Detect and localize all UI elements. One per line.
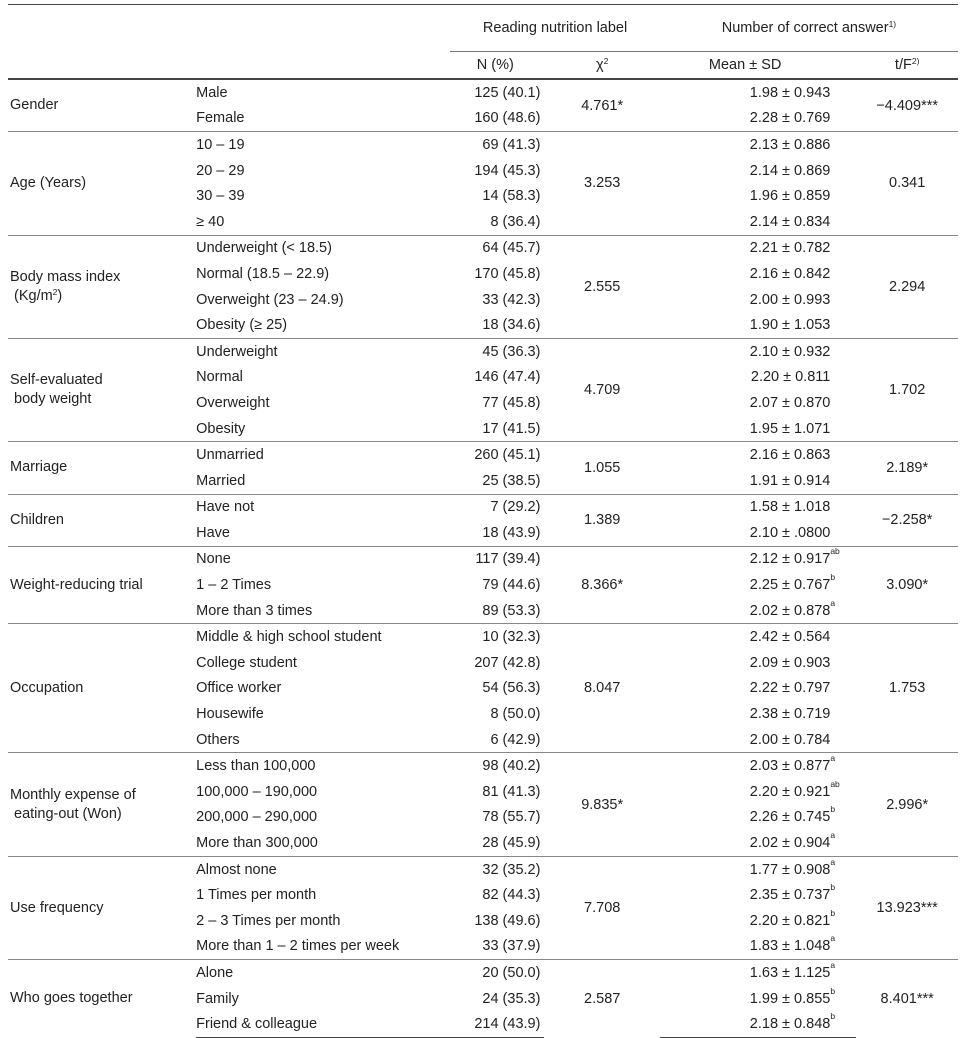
mean-sd-value: 2.07 ± 0.870 <box>749 394 831 411</box>
table-row <box>8 856 958 882</box>
mean-sd-cell <box>660 624 856 650</box>
n-percent-cell: 214 (43.9) <box>450 1011 544 1037</box>
chi-square-cell: 4.709 <box>544 338 659 441</box>
n-percent-cell: 160 (48.6) <box>474 110 541 127</box>
mean-sd-value: 2.14 ± 0.869 <box>749 162 831 179</box>
category-label: 200,000 – 290,000 <box>196 809 318 826</box>
variable-label-line2 <box>10 287 196 306</box>
header-number-correct-answer <box>660 5 958 52</box>
n-percent-cell: 6 (42.9) <box>490 731 541 748</box>
n-percent-cell: 260 (45.1) <box>450 442 544 468</box>
t-f-cell: 13.923*** <box>856 856 958 959</box>
mean-sd-cell: 2.12 ± 0.917 ab <box>660 546 856 572</box>
mean-sd-value: 2.12 ± 0.917 <box>749 551 831 568</box>
mean-sd-value: 2.20 ± 0.921 <box>749 783 831 800</box>
variable-label-line1: Children <box>10 511 64 528</box>
header-t-f-text: t/F <box>894 57 912 73</box>
variable-label <box>8 624 196 753</box>
mean-sd-cell <box>660 676 856 702</box>
variable-label <box>8 494 196 546</box>
category-label: Alone <box>196 960 450 986</box>
mean-sd-cell <box>660 79 856 106</box>
mean-sd-cell <box>660 261 856 287</box>
header-n-percent: N (%) <box>476 57 514 73</box>
mean-sd-value: 2.42 ± 0.564 <box>749 629 831 646</box>
category-label: 10 – 19 <box>196 132 450 158</box>
chi-square-cell: 7.708 <box>544 856 659 959</box>
category-label: Underweight (< 18.5) <box>196 235 450 261</box>
chi-square-cell: 8.366* <box>544 546 659 624</box>
n-percent-cell: 78 (55.7) <box>482 809 541 826</box>
chi-square-cell: 8.047 <box>544 624 659 753</box>
mean-sd-value: 2.18 ± 0.848 <box>749 1016 831 1033</box>
variable-label-line2-end: ) <box>57 287 63 304</box>
header-footnote-1: 1) <box>888 19 897 29</box>
table-row <box>8 235 958 261</box>
variable-label-line1: Gender <box>10 97 59 114</box>
t-f-cell: 2.294 <box>856 235 958 338</box>
variable-label <box>8 338 196 441</box>
mean-sd-cell: 2.35 ± 0.737 b <box>749 882 836 904</box>
mean-sd-value: 2.03 ± 0.877 <box>749 758 831 775</box>
table-body <box>8 79 958 1037</box>
mean-sd-value: 2.10 ± 0.932 <box>749 343 831 360</box>
n-percent-cell: 138 (49.6) <box>474 912 541 929</box>
t-f-cell: 3.090* <box>856 546 958 624</box>
category-label: Friend & colleague <box>196 1011 450 1037</box>
variable-label-line1: Occupation <box>10 679 84 696</box>
mean-sd-value: 2.20 ± 0.811 <box>750 369 831 386</box>
table-row <box>8 132 958 158</box>
variable-label-line1: Body mass index <box>10 268 121 285</box>
t-f-cell: 2.996* <box>856 753 958 856</box>
category-label: Family <box>196 990 239 1007</box>
variable-label-line1: Age (Years) <box>10 174 87 191</box>
n-percent-cell: 146 (47.4) <box>474 369 541 386</box>
mean-sd-value: 1.99 ± 0.855 <box>749 990 831 1007</box>
mean-sd-cell: 2.18 ± 0.848 b <box>660 1011 856 1037</box>
mean-sd-cell <box>660 390 856 416</box>
mean-sd-cell <box>660 209 856 235</box>
mean-sd-cell <box>660 106 856 132</box>
mean-sd-value: 2.00 ± 0.993 <box>749 291 831 308</box>
category-label: More than 300,000 <box>196 835 318 852</box>
header-row-columns <box>8 52 958 80</box>
mean-sd-value: 2.26 ± 0.745 <box>749 809 831 826</box>
mean-sd-cell <box>660 365 856 391</box>
n-percent-cell: 82 (44.3) <box>482 887 541 904</box>
header-t-f <box>856 52 958 80</box>
mean-sd-cell <box>660 650 856 676</box>
n-percent-cell: 54 (56.3) <box>482 680 541 697</box>
mean-sd-cell: 1.63 ± 1.125 a <box>660 960 856 986</box>
variable-label-line1: Who goes together <box>10 990 133 1007</box>
mean-sd-cell <box>660 183 856 209</box>
mean-sd-value: 2.28 ± 0.769 <box>749 110 831 127</box>
header-chi-square <box>544 52 659 80</box>
n-percent-cell: 10 (32.3) <box>450 624 544 650</box>
n-percent-cell: 194 (45.3) <box>474 162 541 179</box>
variable-label-sup: 2 <box>52 286 58 297</box>
category-label: Overweight (23 – 24.9) <box>196 291 344 308</box>
table-row <box>8 442 958 468</box>
variable-label <box>8 753 196 856</box>
category-label: None <box>196 546 450 572</box>
variable-label-line1: Monthly expense of <box>10 786 136 803</box>
mean-sd-value: 2.16 ± 0.863 <box>749 447 831 464</box>
mean-sd-cell <box>660 287 856 313</box>
mean-sd-value: 2.13 ± 0.886 <box>749 136 831 153</box>
variable-label <box>8 132 196 235</box>
category-label: Housewife <box>196 706 264 723</box>
header-number-correct-answer-text: Number of correct answer <box>721 20 889 36</box>
category-label: 30 – 39 <box>196 188 245 205</box>
category-label: Obesity (≥ 25) <box>196 317 288 334</box>
n-percent-cell: 170 (45.8) <box>474 265 541 282</box>
mean-sd-cell: 2.20 ± 0.921 ab <box>749 778 840 800</box>
category-label: 1 Times per month <box>196 887 317 904</box>
chi-square-cell: 9.835* <box>544 753 659 856</box>
mean-sd-cell <box>660 468 856 494</box>
mean-sd-cell <box>660 132 856 158</box>
chi-square-cell: 1.055 <box>544 442 659 494</box>
n-percent-cell: 64 (45.7) <box>450 235 544 261</box>
mean-sd-cell <box>660 701 856 727</box>
header-row-groups <box>8 5 958 52</box>
category-label: Middle & high school student <box>196 624 450 650</box>
mean-sd-value: 1.91 ± 0.914 <box>749 472 831 489</box>
mean-sd-value: 1.95 ± 1.071 <box>749 420 831 437</box>
category-label: Have not <box>196 494 450 520</box>
variable-label-line1: Self-evaluated <box>10 372 103 389</box>
t-f-cell: 0.341 <box>856 132 958 235</box>
n-percent-cell: 33 (37.9) <box>482 938 541 955</box>
n-percent-cell: 33 (42.3) <box>482 291 541 308</box>
variable-label-line2 <box>10 805 196 824</box>
n-percent-cell: 89 (53.3) <box>482 602 541 619</box>
category-label: Overweight <box>196 394 270 411</box>
category-label: 1 – 2 Times <box>196 577 272 594</box>
mean-sd-value: 1.83 ± 1.048 <box>749 938 831 955</box>
mean-sd-value: 2.14 ± 0.834 <box>749 213 831 230</box>
category-label: Unmarried <box>196 442 450 468</box>
category-label: Less than 100,000 <box>196 753 450 779</box>
variable-label-line1: Marriage <box>10 459 68 476</box>
n-percent-cell: 18 (43.9) <box>482 524 541 541</box>
table-row <box>8 494 958 520</box>
n-percent-cell: 45 (36.3) <box>450 338 544 364</box>
mean-sd-cell: 1.99 ± 0.855 b <box>749 985 836 1007</box>
t-f-cell: 1.753 <box>856 624 958 753</box>
variable-label-line2-text: (Kg/m <box>14 287 53 304</box>
mean-sd-value: 2.38 ± 0.719 <box>749 706 831 723</box>
n-percent-cell: 18 (34.6) <box>482 317 541 334</box>
category-label: Office worker <box>196 680 282 697</box>
t-f-cell: 2.189* <box>856 442 958 494</box>
header-footnote-2: 2) <box>911 56 920 66</box>
n-percent-cell: 20 (50.0) <box>450 960 544 986</box>
chi-square-cell: 1.389 <box>544 494 659 546</box>
mean-sd-cell <box>660 235 856 261</box>
mean-sd-cell <box>660 338 856 364</box>
mean-sd-cell: 2.26 ± 0.745 b <box>749 804 836 826</box>
chi-square-cell: 2.555 <box>544 235 659 338</box>
mean-sd-cell: 2.20 ± 0.821 b <box>749 907 836 929</box>
mean-sd-cell: 1.77 ± 0.908 a <box>660 856 856 882</box>
mean-sd-value: 2.21 ± 0.782 <box>749 240 831 257</box>
mean-sd-value: 2.00 ± 0.784 <box>749 731 831 748</box>
chi-square-cell: 4.761* <box>544 79 659 132</box>
mean-sd-value: 1.63 ± 1.125 <box>749 964 831 981</box>
mean-sd-value: 2.22 ± 0.797 <box>749 680 831 697</box>
category-label: Married <box>196 472 246 489</box>
variable-label-line2 <box>10 390 196 409</box>
n-percent-cell: 79 (44.6) <box>482 577 541 594</box>
category-label: College student <box>196 654 297 671</box>
mean-sd-cell: 2.25 ± 0.767 b <box>749 572 836 594</box>
mean-sd-cell <box>660 442 856 468</box>
mean-sd-value: 2.25 ± 0.767 <box>749 577 831 594</box>
mean-sd-cell: 2.03 ± 0.877 a <box>660 753 856 779</box>
mean-sd-value: 2.20 ± 0.821 <box>749 912 831 929</box>
n-percent-cell: 8 (50.0) <box>490 706 541 723</box>
n-percent-cell: 207 (42.8) <box>474 654 541 671</box>
n-percent-cell: 8 (36.4) <box>490 213 541 230</box>
mean-sd-cell <box>660 494 856 520</box>
variable-label <box>8 960 196 1038</box>
category-label: Others <box>196 731 240 748</box>
mean-sd-value: 1.96 ± 0.859 <box>749 188 831 205</box>
t-f-cell: −4.409*** <box>856 79 958 132</box>
n-percent-cell: 7 (29.2) <box>450 494 544 520</box>
table-row <box>8 624 958 650</box>
mean-sd-cell: 2.02 ± 0.904 a <box>749 830 836 852</box>
n-percent-cell: 69 (41.3) <box>450 132 544 158</box>
table-row <box>8 546 958 572</box>
variable-label <box>8 79 196 132</box>
table-row <box>8 960 958 986</box>
mean-sd-value: 2.16 ± 0.842 <box>749 265 831 282</box>
category-label: Female <box>196 110 245 127</box>
mean-sd-cell <box>660 520 856 546</box>
mean-sd-value: 2.09 ± 0.903 <box>749 654 831 671</box>
category-label: More than 1 – 2 times per week <box>196 938 400 955</box>
category-label: 2 – 3 Times per month <box>196 912 341 929</box>
category-label: Normal (18.5 – 22.9) <box>196 265 330 282</box>
variable-label <box>8 546 196 624</box>
table-row <box>8 338 958 364</box>
category-label: ≥ 40 <box>196 213 225 230</box>
mean-sd-value: 1.58 ± 1.018 <box>749 499 831 516</box>
table-row <box>8 753 958 779</box>
n-percent-cell: 24 (35.3) <box>482 990 541 1007</box>
category-label: Have <box>196 524 230 541</box>
mean-sd-cell: 1.83 ± 1.048 a <box>749 933 836 955</box>
results-table <box>8 4 958 1038</box>
mean-sd-cell: 2.02 ± 0.878 a <box>749 597 836 619</box>
mean-sd-value: 1.98 ± 0.943 <box>749 84 831 101</box>
t-f-cell: 1.702 <box>856 338 958 441</box>
category-label: Obesity <box>196 420 246 437</box>
mean-sd-cell <box>660 416 856 442</box>
n-percent-cell: 28 (45.9) <box>482 835 541 852</box>
t-f-cell: 8.401*** <box>856 960 958 1038</box>
n-percent-cell: 77 (45.8) <box>482 394 541 411</box>
table-header <box>8 5 958 80</box>
variable-label-line1: Use frequency <box>10 899 104 916</box>
category-label: Male <box>196 79 450 106</box>
mean-sd-value: 1.77 ± 0.908 <box>749 861 831 878</box>
header-chi-text: χ <box>596 57 604 73</box>
header-reading-nutrition-label: Reading nutrition label <box>450 5 660 52</box>
mean-sd-cell <box>660 158 856 184</box>
t-f-cell: −2.258* <box>856 494 958 546</box>
header-chi-sup: 2 <box>603 56 609 66</box>
header-mean-sd: Mean ± SD <box>708 57 782 73</box>
n-percent-cell: 81 (41.3) <box>482 783 541 800</box>
n-percent-cell: 25 (38.5) <box>482 472 541 489</box>
mean-sd-value: 1.90 ± 1.053 <box>749 317 831 334</box>
n-percent-cell: 14 (58.3) <box>482 188 541 205</box>
variable-label <box>8 235 196 338</box>
n-percent-cell: 17 (41.5) <box>482 420 541 437</box>
variable-label-line2-text: eating-out (Won) <box>14 805 122 822</box>
table-row <box>8 79 958 106</box>
mean-sd-value: 2.02 ± 0.904 <box>749 835 831 852</box>
chi-square-cell: 3.253 <box>544 132 659 235</box>
category-label: Underweight <box>196 338 450 364</box>
n-percent-cell: 32 (35.2) <box>450 856 544 882</box>
n-percent-cell: 117 (39.4) <box>450 546 544 572</box>
variable-label-line1: Weight-reducing trial <box>10 576 143 593</box>
category-label: Normal <box>196 369 243 386</box>
variable-label <box>8 442 196 494</box>
category-label: 100,000 – 190,000 <box>196 783 318 800</box>
chi-square-cell: 2.587 <box>544 960 659 1038</box>
variable-label <box>8 856 196 959</box>
mean-sd-cell <box>660 312 856 338</box>
mean-sd-value: 2.10 ± .0800 <box>749 524 831 541</box>
category-label: 20 – 29 <box>196 162 245 179</box>
variable-label-line2-text: body weight <box>14 391 92 408</box>
mean-sd-value: 2.02 ± 0.878 <box>749 602 831 619</box>
category-label: Almost none <box>196 856 450 882</box>
mean-sd-cell <box>660 727 856 753</box>
category-label: More than 3 times <box>196 602 313 619</box>
mean-sd-value: 2.35 ± 0.737 <box>749 887 831 904</box>
n-percent-cell: 125 (40.1) <box>450 79 544 106</box>
n-percent-cell: 98 (40.2) <box>450 753 544 779</box>
